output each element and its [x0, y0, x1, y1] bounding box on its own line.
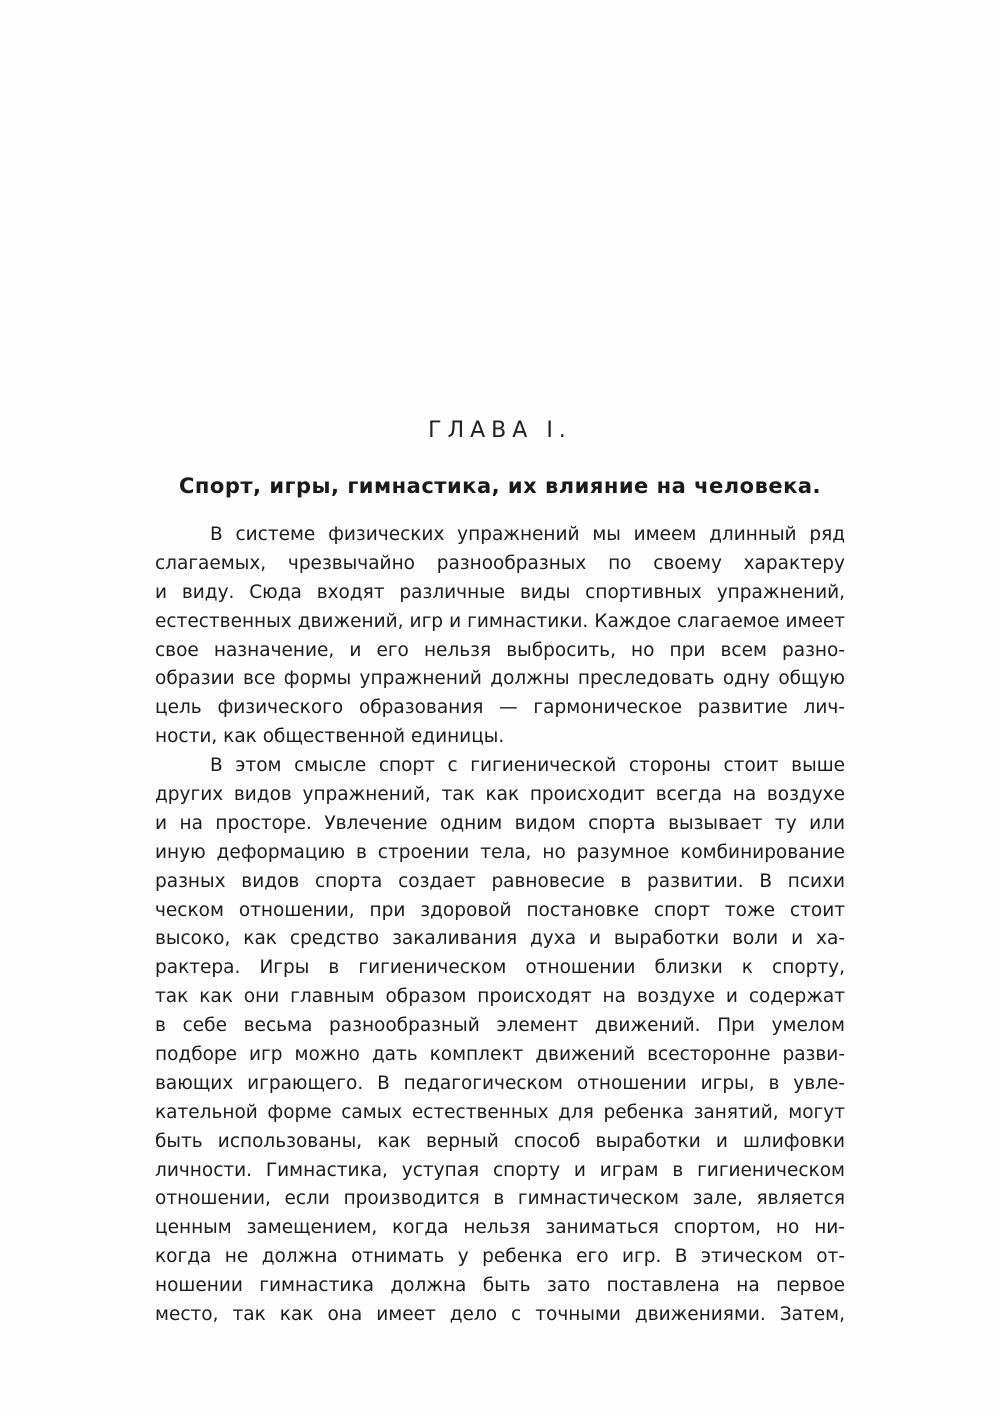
chapter-title: Спорт, игры, гимнастика, их влияние на человека.	[178, 474, 822, 498]
text-line: в себе весьма разнообразный элемент движений. При умелом	[155, 1015, 845, 1037]
text-line: ценным замещением, когда нельзя заниматься спортом, но ни-	[155, 1217, 845, 1239]
text-line: других видов упражнений, так как происходит всегда на воздухе	[155, 784, 845, 806]
text-line: разных видов спорта создает равновесие в развитии. В психи	[155, 870, 845, 892]
text-line: быть использованы, как верный способ выработки и шлифовки	[155, 1130, 845, 1152]
text-line: цель физического образования — гармоническое развитие лич-	[155, 697, 845, 719]
text-line: иную деформацию в строении тела, но разумное комбинирование	[155, 841, 845, 863]
text-line: место, так как она имеет дело с точными движениями. Затем,	[155, 1304, 845, 1326]
text-line: образии все формы упражнений должны преследовать одну общую	[155, 668, 845, 690]
text-line: ности, как общественной единицы.	[155, 726, 505, 748]
text-line: личности. Гимнастика, уступая спорту и играм в гигиеническом	[155, 1159, 845, 1181]
text-line: кательной форме самых естественных для ребенка занятий, могут	[155, 1101, 845, 1123]
text-line: и виду. Сюда входят различные виды спортивных упражнений,	[155, 581, 845, 603]
text-line: отношении, если производится в гимнастическом зале, является	[155, 1188, 845, 1210]
text-line: ношении гимнастика должна быть зато поставлена на первое	[155, 1275, 845, 1297]
text-line: и на просторе. Увлечение одним видом спорта вызывает ту или	[155, 812, 845, 834]
text-line: В системе физических упражнений мы имеем длинный ряд	[210, 524, 845, 545]
text-line: естественных движений, игр и гимнастики. Каждое слагаемое имеет	[155, 610, 845, 632]
chapter-body	[155, 521, 845, 1330]
text-line: свое назначение, и его нельзя выбросить, но при всем разно-	[155, 639, 845, 661]
text-line: высоко, как средство закаливания духа и выработки воли и ха-	[155, 928, 845, 950]
text-line: вающих играющего. В педагогическом отношении игры, в увле-	[155, 1072, 845, 1094]
text-line: В этом смысле спорт с гигиенической стороны стоит выше	[210, 755, 845, 777]
text-line: слагаемых, чрезвычайно разнообразных по своему характеру	[155, 552, 845, 574]
text-line: рактера. Игры в гигиеническом отношении близки к спорту,	[155, 957, 845, 979]
text-line: когда не должна отнимать у ребенка его игр. В этическом от-	[155, 1246, 845, 1268]
text-line: так как они главным образом происходят на воздухе и содержат	[155, 986, 845, 1008]
text-line: подборе игр можно дать комплект движений всесторонне разви-	[155, 1044, 845, 1066]
text-line: ческом отношении, при здоровой постановке спорт тоже стоит	[155, 899, 845, 921]
chapter-label: ГЛАВА I.	[428, 418, 572, 443]
